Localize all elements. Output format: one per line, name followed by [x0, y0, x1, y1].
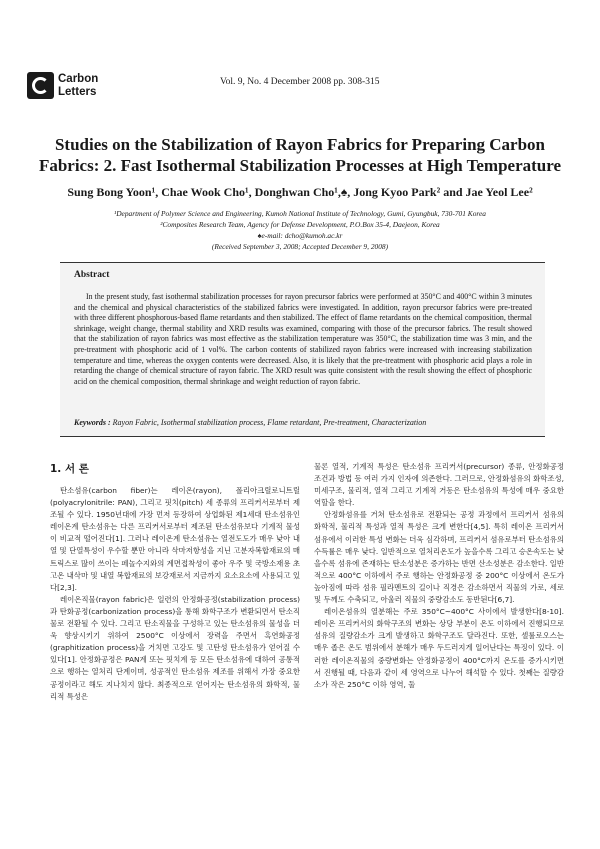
- left-paragraph-1: 탄소섬유(carbon fiber)는 레이온(rayon), 폴리아크릴로니트릴(polyacrylonitrile: PAN), 그리고 핏치(pitch) 세 종류의 프리커서로부터 제조될 수 있다. 1950년대에 가장 먼저 등장하여 상업화된 제1세대 탄소섬유인 레이온계 탄소섬유는 다른 프리커서로부터 제조된 탄소섬유보다 기계적 물성이 비교적 떨어진다[1]. 그러나 레이온계 탄소섬유는 열전도도가 매우 낮아 내열 및 단열특성이 우수할 뿐만 아니라 삭마저항성을 지닌 고분자복합재료의 매트릭스로 많이 쓰이는 페놀수지와의 계면접착성이 좋아 우주 및 국방소재용 초고온 내삭마 및 내열 복합재료의 보강재로서 지금까지 요소요소에 사용되고 있다[2,3].: [50, 486, 300, 592]
- keywords-line: [74, 418, 426, 427]
- logo-line-2: Letters: [58, 85, 97, 98]
- abstract-heading: Abstract: [74, 270, 110, 280]
- paper-title: [20, 134, 580, 176]
- abstract-box: [60, 262, 545, 437]
- carbon-letters-logo-icon: [27, 72, 54, 99]
- affiliation-2: ²Composites Research Team, Agency for Defense Development, P.O.Box 35-4, Daejeon, Korea: [160, 220, 440, 229]
- author-list: Sung Bong Yoon¹, Chae Wook Cho¹, Donghwan Cho¹,♠, Jong Kyoo Park² and Jae Yeol Lee²: [67, 185, 533, 199]
- body-left-column: [50, 485, 300, 703]
- paper-title-line-1: Studies on the Stabilization of Rayon Fabrics for Preparing Carbon: [54, 135, 546, 154]
- body-right-column: [314, 461, 564, 691]
- right-paragraph-1: 물론 열적, 기계적 특성은 탄소섬유 프리커서(precursor) 종류, 안정화공정 조건과 방법 등 여러 가지 인자에 의존한다. 그러므로, 안정화섬유의 화학조성, 미세구조, 물리적, 열적 그리고 기계적 거동은 탄소섬유의 특성에 매우 중요한 역할을 한다.: [314, 462, 564, 508]
- logo-line-1: Carbon: [58, 72, 99, 85]
- right-paragraph-2: 안정화섬유를 거쳐 탄소섬유로 전환되는 공정 과정에서 프리커서 섬유의 화학적, 물리적 특성과 열적 특성은 크게 변한다[4,5]. 특히 레이온 프리커서 섬유에서 이러한 특성 변화는 더욱 심각하며, 프리커서 섬유로부터 탄소섬유의 수득률은 매우 낮다. 일반적으로 열처리온도가 높을수록 그리고 승온속도는 낮을수록 섬유에 존재하는 탄소성분은 증가하는 반면 산소성분은 감소한다. 일반적으로 400°C 이하에서 주로 행하는 안정화공정 중 200°C 이상에서 온도가 높아짐에 따라 섬유 필라멘트의 길이나 직경은 감소하면서 직물의 가로, 세로 및 두께도 수축되고, 아울러 직물의 중량감소도 동반된다[6,7].: [314, 510, 564, 605]
- left-paragraph-2: 레이온직물(rayon fabric)은 일련의 안정화공정(stabilization process)과 탄화공정(carbonization process)을 통해 화학구조가 변환되면서 탄소직물로 전환될 수 있다. 그리고 탄소직물을 구성하고 있는 탄소섬유의 물성을 더욱 향상시키기 위하여 2500°C 이상에서 장력을 주면서 흑연화공정(graphitization process)을 거치면 고강도 및 고탄성 탄소섬유가 얻어질 수 있다[1]. 안정화공정은 PAN계 또는 핏치계 등 모든 탄소섬유에 대하여 공통적으로 행하는 열처리 단계이며, 성공적인 탄소섬유 제조를 위해서 가장 중요한 공정이라고 해도 지나치지 않다. 최종적으로 얻어지는 탄소섬유의 화학적, 물리적 특성은: [50, 594, 300, 701]
- journal-volume-info: Vol. 9, No. 4 December 2008 pp. 308-315: [220, 77, 380, 87]
- paper-title-line-2: Fabrics: 2. Fast Isothermal Stabilization Processes at High Temperature: [38, 156, 562, 175]
- received-dates: (Received September 3, 2008; Accepted December 9, 2008): [211, 242, 389, 251]
- right-paragraph-3: 레이온섬유의 열분해는 주로 350°C~400°C 사이에서 발생한다[8-10]. 레이온 프리커서의 화학구조의 변화는 상당 부분이 온도 이하에서 진행되므로 섬유의 질량감소가 크게 발생하고 화학구조도 달라진다. 또한, 셀룰로오스는 매우 좁은 온도 범위에서 분해가 매우 두드러지게 일어난다는 특징이 있다. 이러한 레이온직물의 중량변화는 안정화공정이 400°C까지 온도를 증가시키면서 진행될 때, 다음과 같이 세 영역으로 나누어 해석할 수 있다. 첫째는 질량감소가 작은 250°C 이하 영역, 둘: [314, 607, 564, 689]
- affiliation-1: ¹Department of Polymer Science and Engineering, Kumoh National Institute of Technology, Gumi, Gyungbuk, 730-701 Korea: [114, 209, 486, 218]
- keywords-text: Rayon Fabric, Isothermal stabilization process, Flame retardant, Pre-treatment, Characterization: [112, 418, 427, 427]
- abstract-text: In the present study, fast isothermal stabilization processes for rayon precursor fabrics were performed at 350°C and 400°C within 3 minutes and the chemical and physical characteristics of the stabilized fabrics were investigated. In addition, rayon precursor fabrics were pre-treated with three different phosphorous-based flame retardants and then stabilized. The effect of flame retardants on the chemical composition, thermal shrinkage, weight change, thermal stability and XRD results was examined, comparing with those of the precursor fabrics. The result showed that the stabilization of rayon fabrics was most effective as the stabilization temperature was 350°C, the stabilization time was 3 min, and the pre-treatment with phosphoric acid of 1 vol%. The carbon contents of stabilized rayon fabrics were increased with increasing stabilization temperature and time, whereas the oxygen contents were decreased. Also, it is likely that the pre-treatment with phosphoric acid plays a role in retarding the change of chemical structure of rayon fabric. The XRD result was quite consistent with the result showing the effect of phosphoric acid on the chemical composition, thermal shrinkage and weight reduction of rayon fabric.: [74, 292, 532, 386]
- corresponding-email: ♠e-mail: dcho@kumoh.ac.kr: [257, 231, 343, 240]
- journal-logo-text: [58, 73, 98, 99]
- journal-logo: [27, 72, 98, 99]
- section-1-heading: 1. 서 론: [50, 463, 89, 475]
- keywords-label: Keywords :: [74, 418, 111, 427]
